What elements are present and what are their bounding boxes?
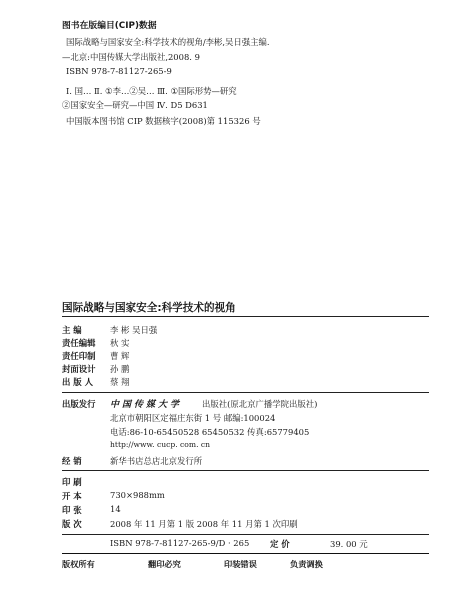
credit-label: 责任印制	[62, 351, 96, 361]
cip-line-record-number: 中国版本图书馆 CIP 数据核字(2008)第 115326 号	[66, 116, 261, 126]
distribution-value: 新华书店总店北京发行所	[110, 456, 203, 466]
cip-line-classification: ②国家安全—研究—中国 Ⅳ. D5 D631	[62, 100, 208, 110]
credit-value: 孙 鹏	[110, 364, 130, 374]
footer-text: 印装错误	[224, 559, 257, 569]
spec-value: 730×988mm	[110, 490, 165, 500]
publisher-label: 出版发行	[62, 399, 96, 409]
cip-heading: 图书在版编目(CIP)数据	[62, 21, 157, 31]
book-title: 国际战略与国家安全:科学技术的视角	[62, 302, 236, 314]
credit-label: 出 版 人	[62, 377, 93, 387]
cip-line-subjects: Ⅰ. 国… Ⅱ. ①李…②吴… Ⅲ. ①国际形势—研究	[66, 86, 237, 96]
spec-label: 印 张	[62, 505, 82, 515]
credit-value: 曹 辉	[110, 351, 130, 361]
cip-line-title: 国际战略与国家安全:科学技术的视角/李彬,吴日强主编.	[66, 37, 270, 47]
cip-line-publisher: —北京:中国传媒大学出版社,2008. 9	[62, 52, 200, 62]
spec-label: 开 本	[62, 491, 82, 501]
divider	[62, 470, 429, 471]
footer-text: 版权所有	[62, 559, 95, 569]
publisher-address: 北京市朝阳区定福庄东街 1 号 邮编:100024	[110, 413, 276, 423]
publisher-name: 出版社(原北京广播学院出版社)	[202, 399, 318, 409]
credit-label: 责任编辑	[62, 338, 96, 348]
isbn-line: ISBN 978-7-81127-265-9/D · 265	[110, 538, 250, 548]
spec-label: 印 刷	[62, 477, 82, 487]
cip-line-isbn: ISBN 978-7-81127-265-9	[66, 66, 172, 76]
credit-value: 蔡 翔	[110, 377, 130, 387]
publisher-logo: 中国传媒大学	[110, 400, 183, 410]
distribution-label: 经 销	[62, 456, 82, 466]
spec-label: 版 次	[62, 519, 82, 529]
footer-text: 负责调换	[290, 559, 323, 569]
publisher-url: http://www. cucp. com. cn	[110, 440, 211, 449]
footer-text: 翻印必究	[148, 559, 181, 569]
credit-label: 封面设计	[62, 364, 96, 374]
credit-value: 李 彬 吴日强	[110, 325, 158, 335]
credit-value: 秋 实	[110, 338, 130, 348]
divider	[62, 534, 429, 535]
price-label: 定 价	[270, 539, 290, 549]
divider	[62, 316, 429, 317]
credit-label: 主 编	[62, 325, 82, 335]
divider	[62, 392, 429, 393]
spec-value: 2008 年 11 月第 1 版 2008 年 11 月第 1 次印刷	[110, 519, 298, 529]
divider	[62, 553, 429, 554]
price-value: 39. 00 元	[330, 539, 368, 549]
publisher-phone: 电话:86-10-65450528 65450532 传真:65779405	[110, 427, 310, 437]
spec-value: 14	[110, 504, 121, 514]
